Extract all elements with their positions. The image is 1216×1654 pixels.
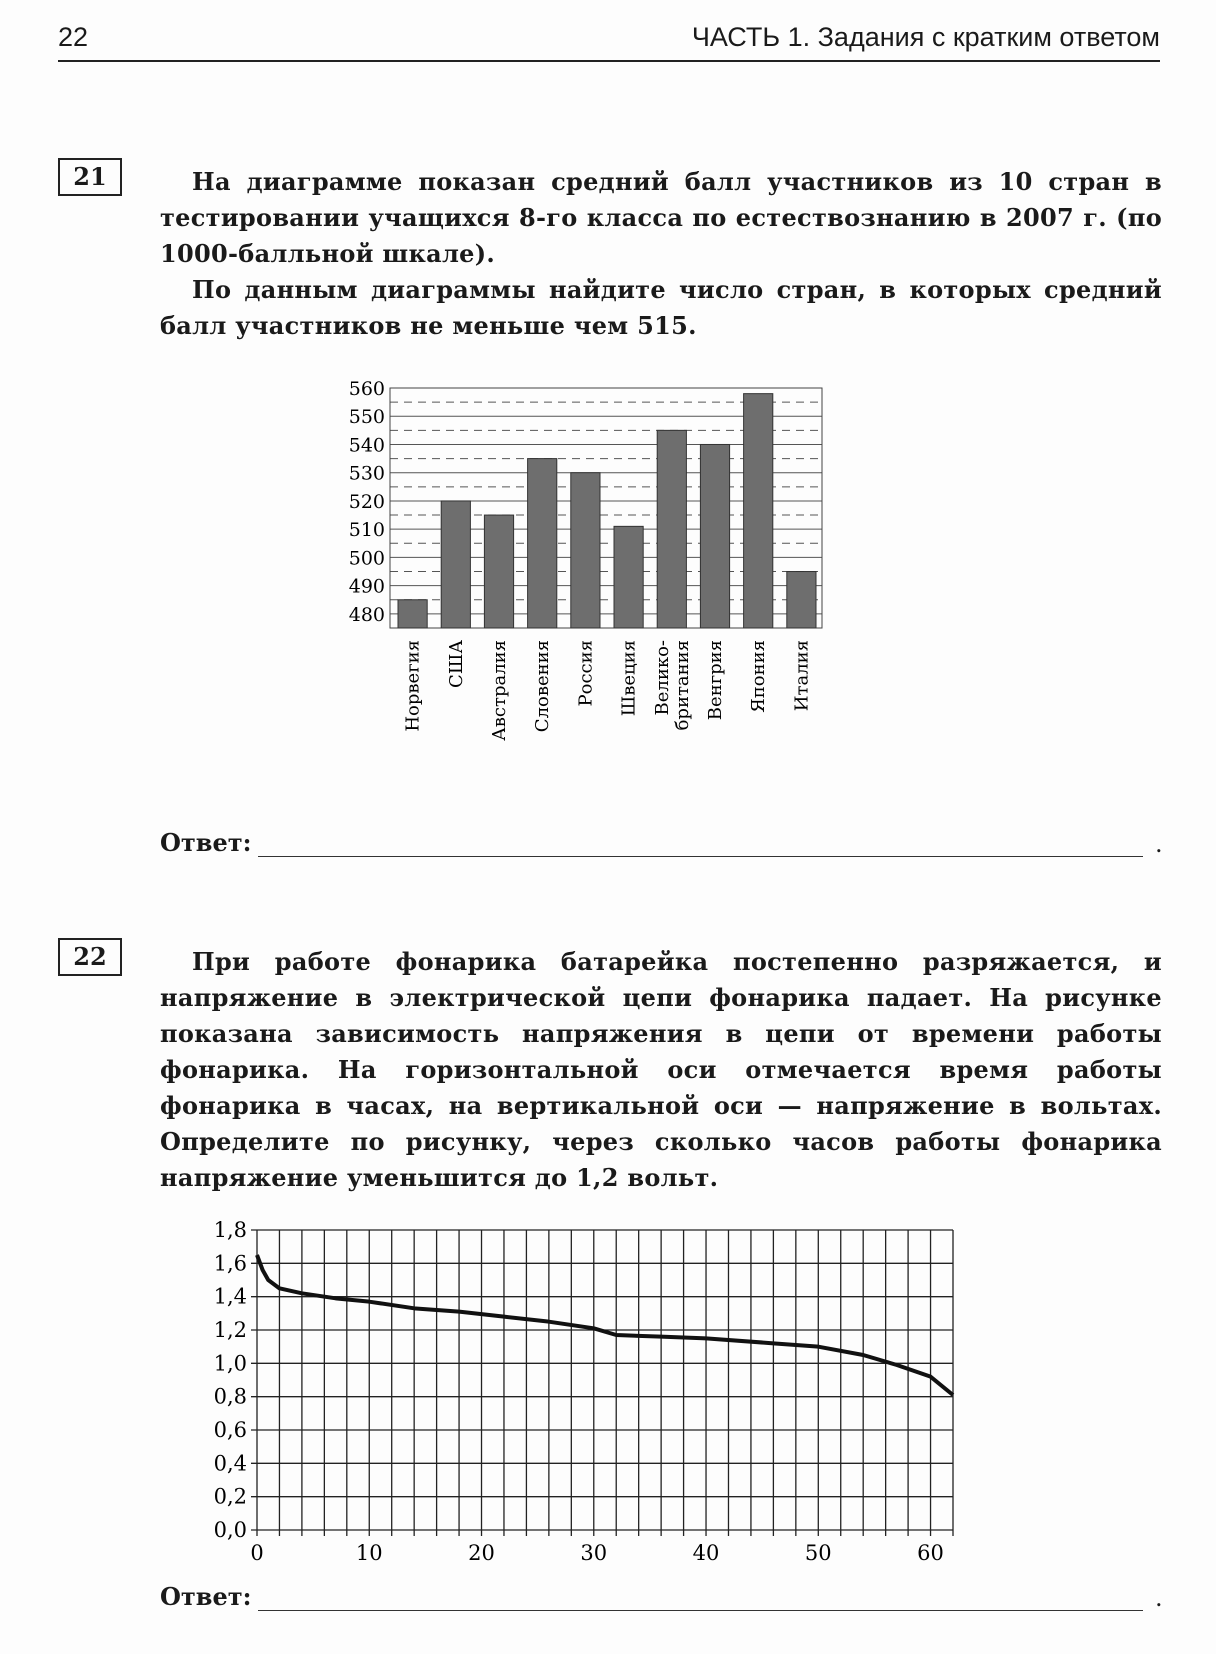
x-tick-label-part: Австралия bbox=[489, 640, 510, 741]
bar bbox=[571, 473, 600, 628]
x-tick-label: 50 bbox=[804, 1541, 832, 1565]
task-21-paragraph: По данным диаграммы найдите число стран, в которых средний балл участников не меньше чем 515. bbox=[160, 275, 1162, 340]
x-tick-label bbox=[748, 640, 769, 713]
header-rule bbox=[58, 60, 1160, 62]
bar-chart bbox=[340, 380, 840, 780]
x-tick-label-part: Япония bbox=[748, 640, 770, 713]
y-tick-label: 0,6 bbox=[213, 1418, 247, 1442]
x-tick-label: 30 bbox=[580, 1541, 608, 1565]
x-tick-label-part: британия bbox=[671, 640, 693, 731]
x-tick-label bbox=[532, 640, 553, 732]
x-tick-label bbox=[652, 640, 693, 730]
task-22-paragraph: При работе фонарика батарейка постепенно разряжается, и напряжение в электрической цепи фонарика падает. На рисунке показана зависимость напряжения в цепи от времени работы фонарика. На горизонтальной оси отмечается время работы фонарика в часах, на вертикальной оси — напряжение в вольтах. Определите по рисунку, через сколько часов работы фонарика напряжение уменьшится до 1,2 вольт. bbox=[160, 947, 1162, 1192]
y-tick-label: 1,8 bbox=[213, 1218, 247, 1242]
answer-label-22: Ответ: bbox=[160, 1582, 252, 1611]
answer-field-21[interactable] bbox=[258, 856, 1143, 857]
x-tick-label-part: Италия bbox=[791, 640, 813, 712]
x-tick-label bbox=[791, 640, 812, 711]
answer-label-21: Ответ: bbox=[160, 828, 252, 857]
x-tick-label: 0 bbox=[250, 1541, 264, 1565]
answer-end-21: . bbox=[1155, 830, 1163, 858]
task-21-paragraph: На диаграмме показан средний балл участников из 10 стран в тестировании учащихся 8-го класса по естествознанию в 2007 г. (по 1000-балльной шкале). bbox=[160, 167, 1162, 268]
y-tick-label: 480 bbox=[348, 603, 385, 626]
x-tick-label-part: Венгрия bbox=[705, 640, 726, 721]
x-tick-label bbox=[619, 640, 640, 716]
x-tick-label: 60 bbox=[917, 1541, 944, 1565]
answer-field-22[interactable] bbox=[258, 1610, 1143, 1611]
x-tick-label-part: Норвегия bbox=[402, 640, 424, 732]
y-tick-label: 510 bbox=[348, 519, 385, 542]
x-tick-label bbox=[705, 640, 726, 720]
y-tick-label: 530 bbox=[348, 462, 385, 485]
bar bbox=[398, 600, 427, 628]
voltage-curve bbox=[257, 1255, 953, 1395]
y-tick-label: 1,4 bbox=[213, 1284, 247, 1309]
y-tick-label: 0,4 bbox=[213, 1451, 247, 1476]
bar bbox=[484, 515, 513, 628]
section-title: ЧАСТЬ 1. Задания с кратким ответом bbox=[691, 22, 1160, 52]
x-tick-label: 20 bbox=[468, 1541, 495, 1565]
y-tick-label: 550 bbox=[348, 406, 385, 429]
y-tick-label: 0,8 bbox=[213, 1384, 247, 1409]
x-tick-label: 40 bbox=[692, 1541, 720, 1565]
task-number-22: 22 bbox=[58, 938, 122, 976]
y-tick-label: 1,0 bbox=[213, 1351, 247, 1376]
x-tick-label-part: Велико- bbox=[651, 640, 673, 716]
answer-end-22: . bbox=[1155, 1584, 1163, 1612]
x-tick-label bbox=[489, 640, 510, 741]
y-tick-label: 1,6 bbox=[213, 1251, 247, 1276]
task-22-text bbox=[160, 944, 1162, 1196]
x-tick-label bbox=[403, 640, 424, 732]
bar bbox=[744, 394, 773, 628]
x-tick-label-part: Словения bbox=[532, 640, 554, 733]
y-tick-label: 520 bbox=[348, 490, 385, 513]
y-tick-label: 500 bbox=[348, 547, 385, 570]
x-tick-label bbox=[446, 640, 467, 688]
x-tick-label: 10 bbox=[355, 1541, 383, 1565]
bar bbox=[528, 459, 557, 628]
page-number: 22 bbox=[58, 22, 89, 52]
line-chart bbox=[200, 1210, 1000, 1565]
bar bbox=[700, 444, 729, 628]
y-tick-label: 540 bbox=[348, 434, 385, 457]
bar bbox=[441, 501, 470, 628]
bar bbox=[614, 526, 643, 628]
x-tick-label-part: США bbox=[445, 640, 467, 688]
y-tick-label: 0,2 bbox=[213, 1484, 247, 1509]
x-tick-label-part: Швеция bbox=[618, 640, 640, 717]
bar bbox=[787, 572, 816, 628]
y-tick-label: 490 bbox=[348, 575, 385, 598]
bar bbox=[657, 430, 686, 628]
y-tick-label: 0,0 bbox=[213, 1518, 247, 1542]
task-number-21: 21 bbox=[58, 158, 122, 196]
x-tick-label-part: Россия bbox=[575, 640, 597, 707]
y-tick-label: 1,2 bbox=[213, 1318, 247, 1342]
task-21-text bbox=[160, 164, 1162, 344]
y-tick-label: 560 bbox=[348, 378, 385, 400]
x-tick-label bbox=[575, 640, 596, 706]
